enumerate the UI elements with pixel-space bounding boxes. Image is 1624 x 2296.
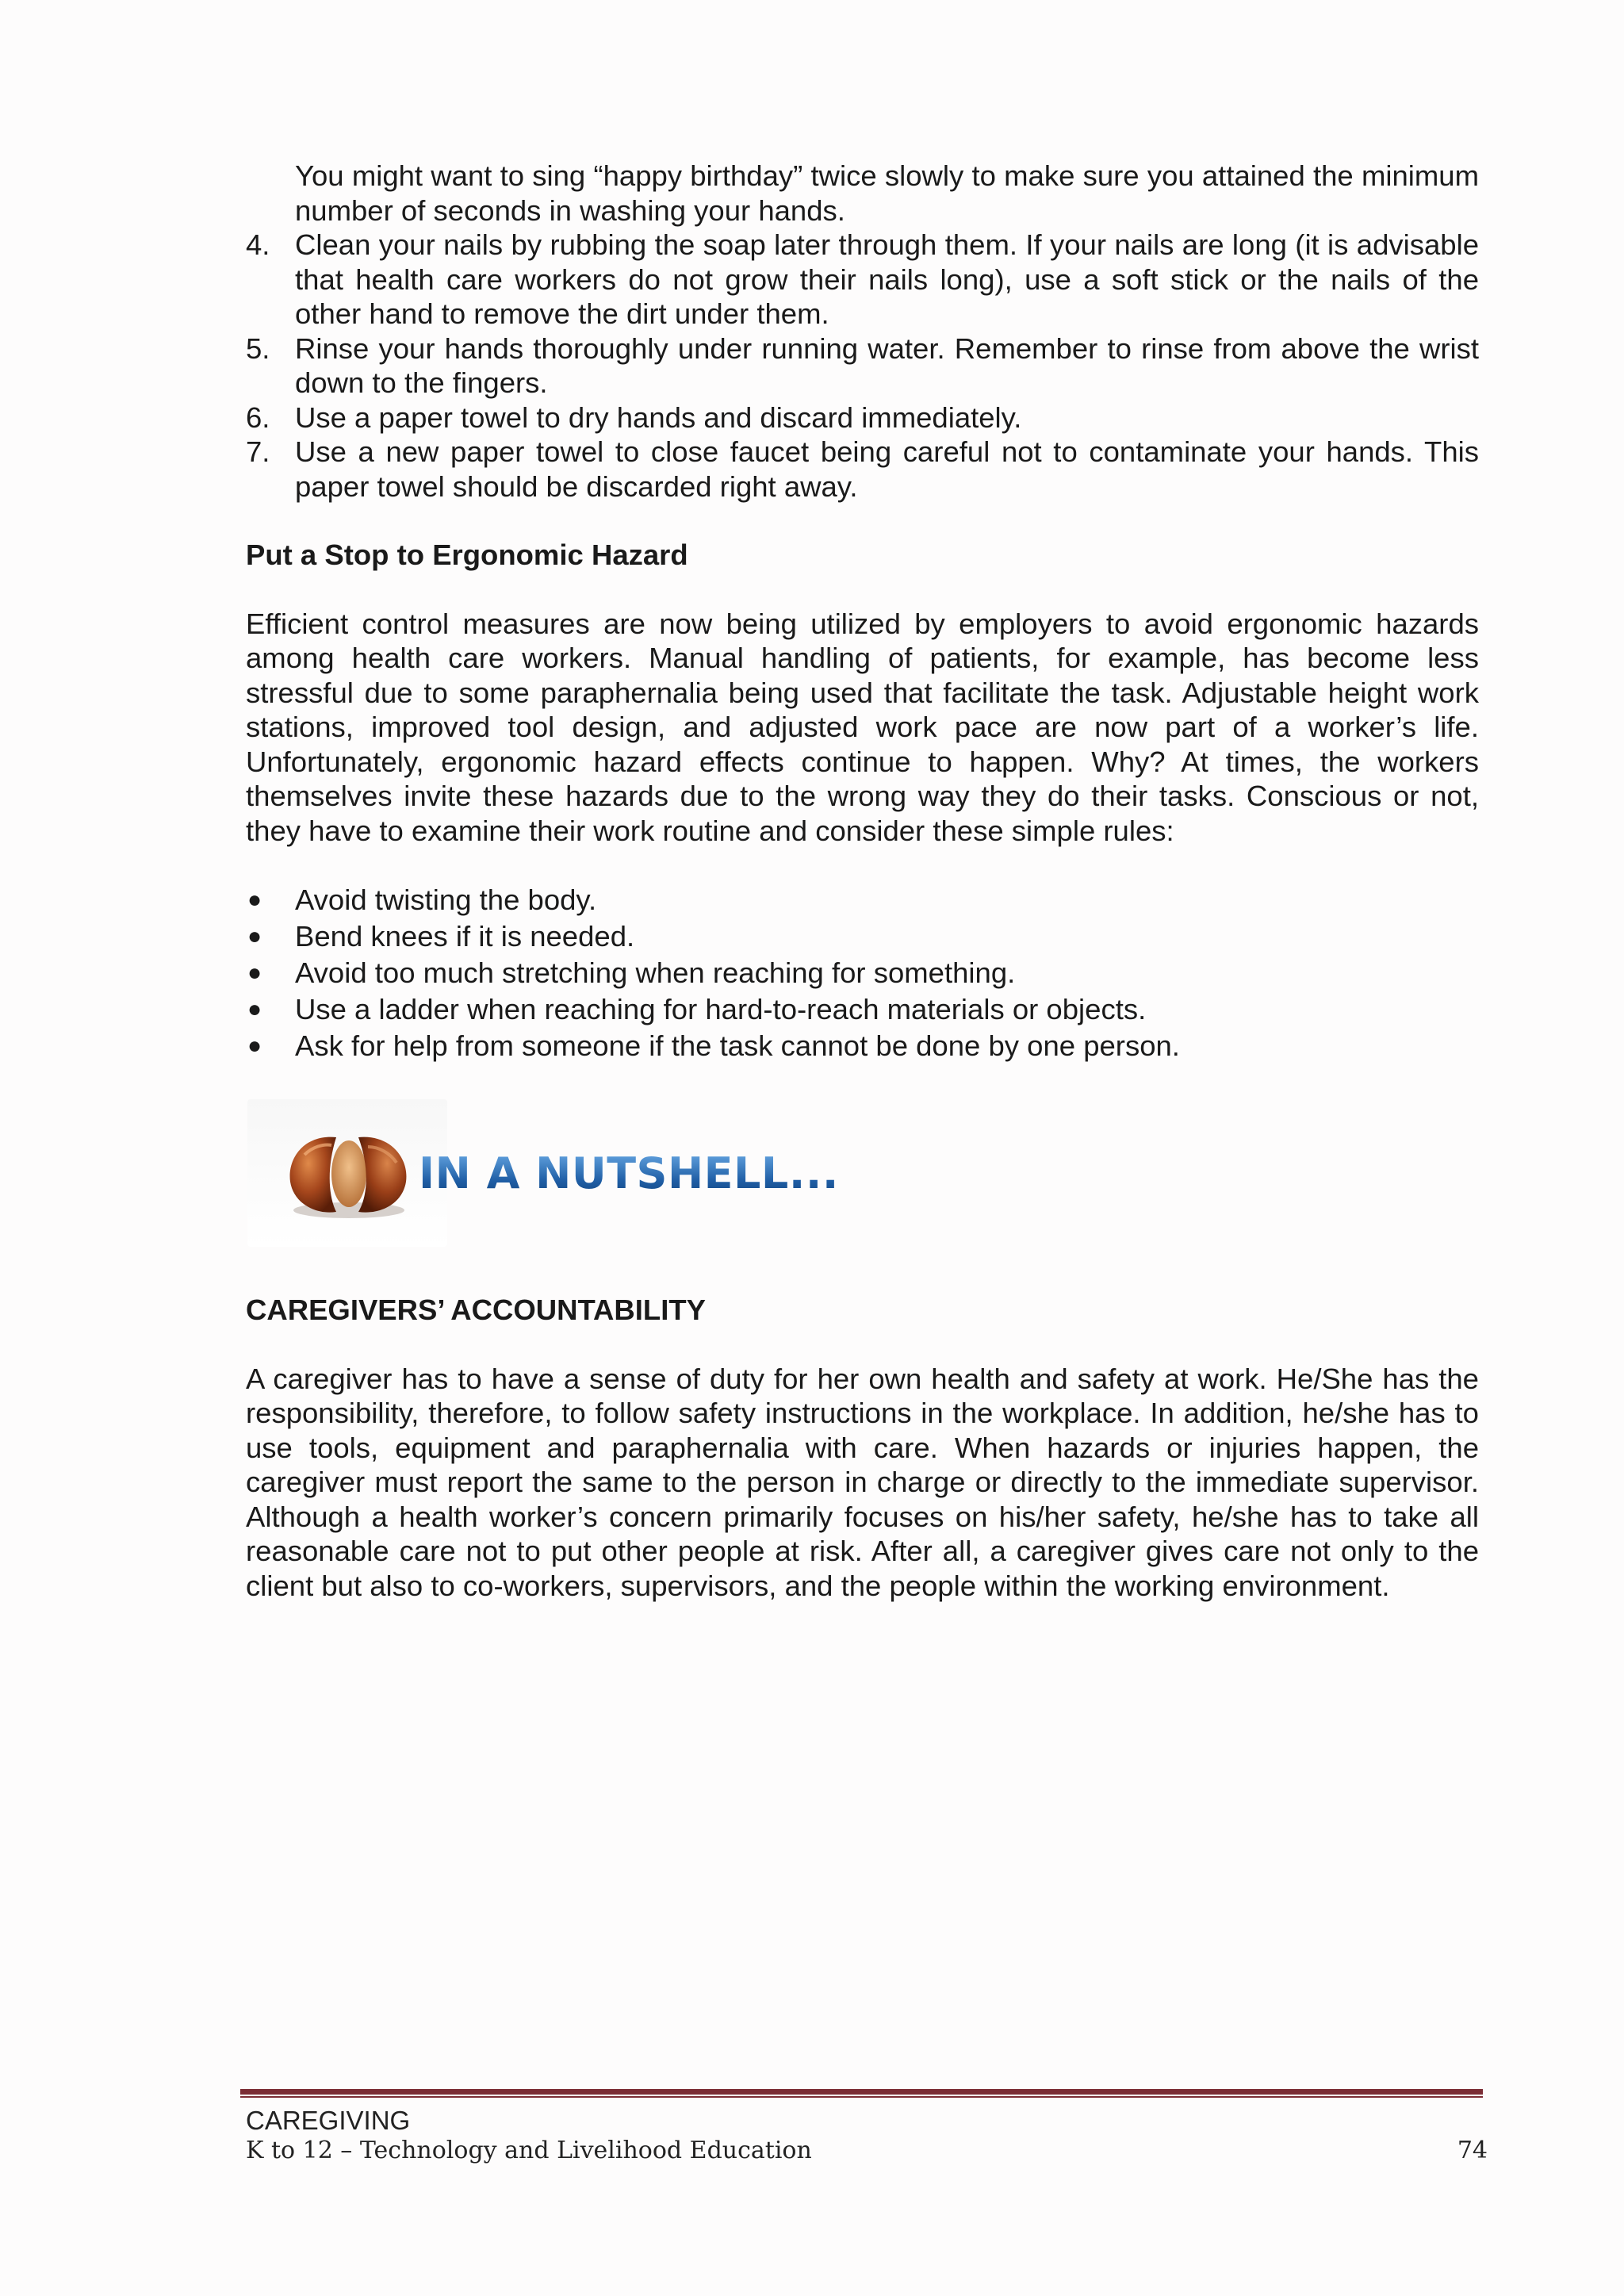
rule-text: Bend knees if it is needed. (295, 920, 635, 953)
step-text: Use a new paper towel to close faucet being careful not to contaminate your hands. This paper towel should be discarded right away. (295, 435, 1479, 503)
step-text: Clean your nails by rubbing the soap later through them. If your nails are long (it is advisable that health care workers do not grow their nails long), use a soft stick or the nails of the other hand to remove the dirt under them. (295, 228, 1479, 330)
nutshell-banner (246, 1099, 839, 1282)
footer-rule (240, 2089, 1483, 2099)
list-item (246, 435, 1479, 504)
list-item (246, 1028, 1479, 1064)
list-item (246, 918, 1479, 955)
list-item (246, 991, 1479, 1028)
list-item (246, 228, 1479, 332)
list-item (246, 332, 1479, 401)
bullet-icon: ● (247, 1033, 262, 1059)
rule-text: Avoid twisting the body. (295, 884, 597, 916)
bullet-icon: ● (247, 996, 262, 1022)
step-text: Rinse your hands thoroughly under running water. Remember to rinse from above the wrist down to the fingers. (295, 332, 1479, 399)
page-content (246, 159, 1479, 1603)
hazelnut-icon (281, 1123, 416, 1226)
step-3-continuation: You might want to sing “happy birthday” twice slowly to make sure you attained the minimum number of seconds in washing your hands. (295, 159, 1479, 227)
ergonomic-heading: Put a Stop to Ergonomic Hazard (246, 539, 688, 571)
rule-text: Ask for help from someone if the task cannot be done by one person. (295, 1029, 1180, 1062)
rule-text: Use a ladder when reaching for hard-to-reach materials or objects. (295, 993, 1147, 1025)
step-number: 4. (246, 228, 270, 261)
list-item (246, 401, 1479, 435)
ergonomic-paragraph: Efficient control measures are now being utilized by employers to avoid ergonomic hazards among health care workers. Manual handling of patients, for example, has become less stressful due to some paraphernalia being used that facilitate the task. Adjustable height work stations, improved tool design, and adjusted work pace are now part of a worker’s life. Unfortunately, ergonomic hazard effects continue to happen. Why? At times, the workers themselves invite these hazards due to the wrong way they do their tasks. Conscious or not, they have to examine their work routine and consider these simple rules: (246, 607, 1479, 847)
bullet-icon: ● (247, 887, 262, 913)
handwashing-steps (246, 228, 1479, 504)
footer-subject: CAREGIVING (246, 2106, 411, 2135)
step-number: 6. (246, 401, 270, 434)
accountability-paragraph: A caregiver has to have a sense of duty for her own health and safety at work. He/She has the responsibility, therefore, to follow safety instructions in the workplace. In addition, he/she has to use tools, equipment and paraphernalia with care. When hazards or injuries happen, the caregiver must report the same to the person in charge or directly to the immediate supervisor. Although a health worker’s concern primarily focuses on his/her safety, he/she has to take all reasonable care not to put other people at risk. After all, a caregiver gives care not only to the client but also to co-workers, supervisors, and the people within the working environment. (246, 1362, 1479, 1602)
bullet-icon: ● (247, 960, 262, 986)
list-item (246, 882, 1479, 918)
step-number: 5. (246, 332, 270, 365)
bullet-icon: ● (247, 923, 262, 949)
list-item (246, 955, 1479, 991)
nutshell-label: IN A NUTSHELL... (419, 1148, 839, 1198)
step-number: 7. (246, 435, 270, 468)
footer-rule-thin (240, 2096, 1483, 2098)
page-number: 74 (1457, 2137, 1488, 2164)
footer-rule-thick (240, 2089, 1483, 2095)
ergonomic-rules (246, 882, 1479, 1064)
step-text: Use a paper towel to dry hands and discard immediately. (295, 401, 1022, 434)
accountability-heading: CAREGIVERS’ ACCOUNTABILITY (246, 1294, 706, 1326)
footer-course: K to 12 – Technology and Livelihood Education (246, 2137, 812, 2164)
rule-text: Avoid too much stretching when reaching for something. (295, 956, 1016, 989)
